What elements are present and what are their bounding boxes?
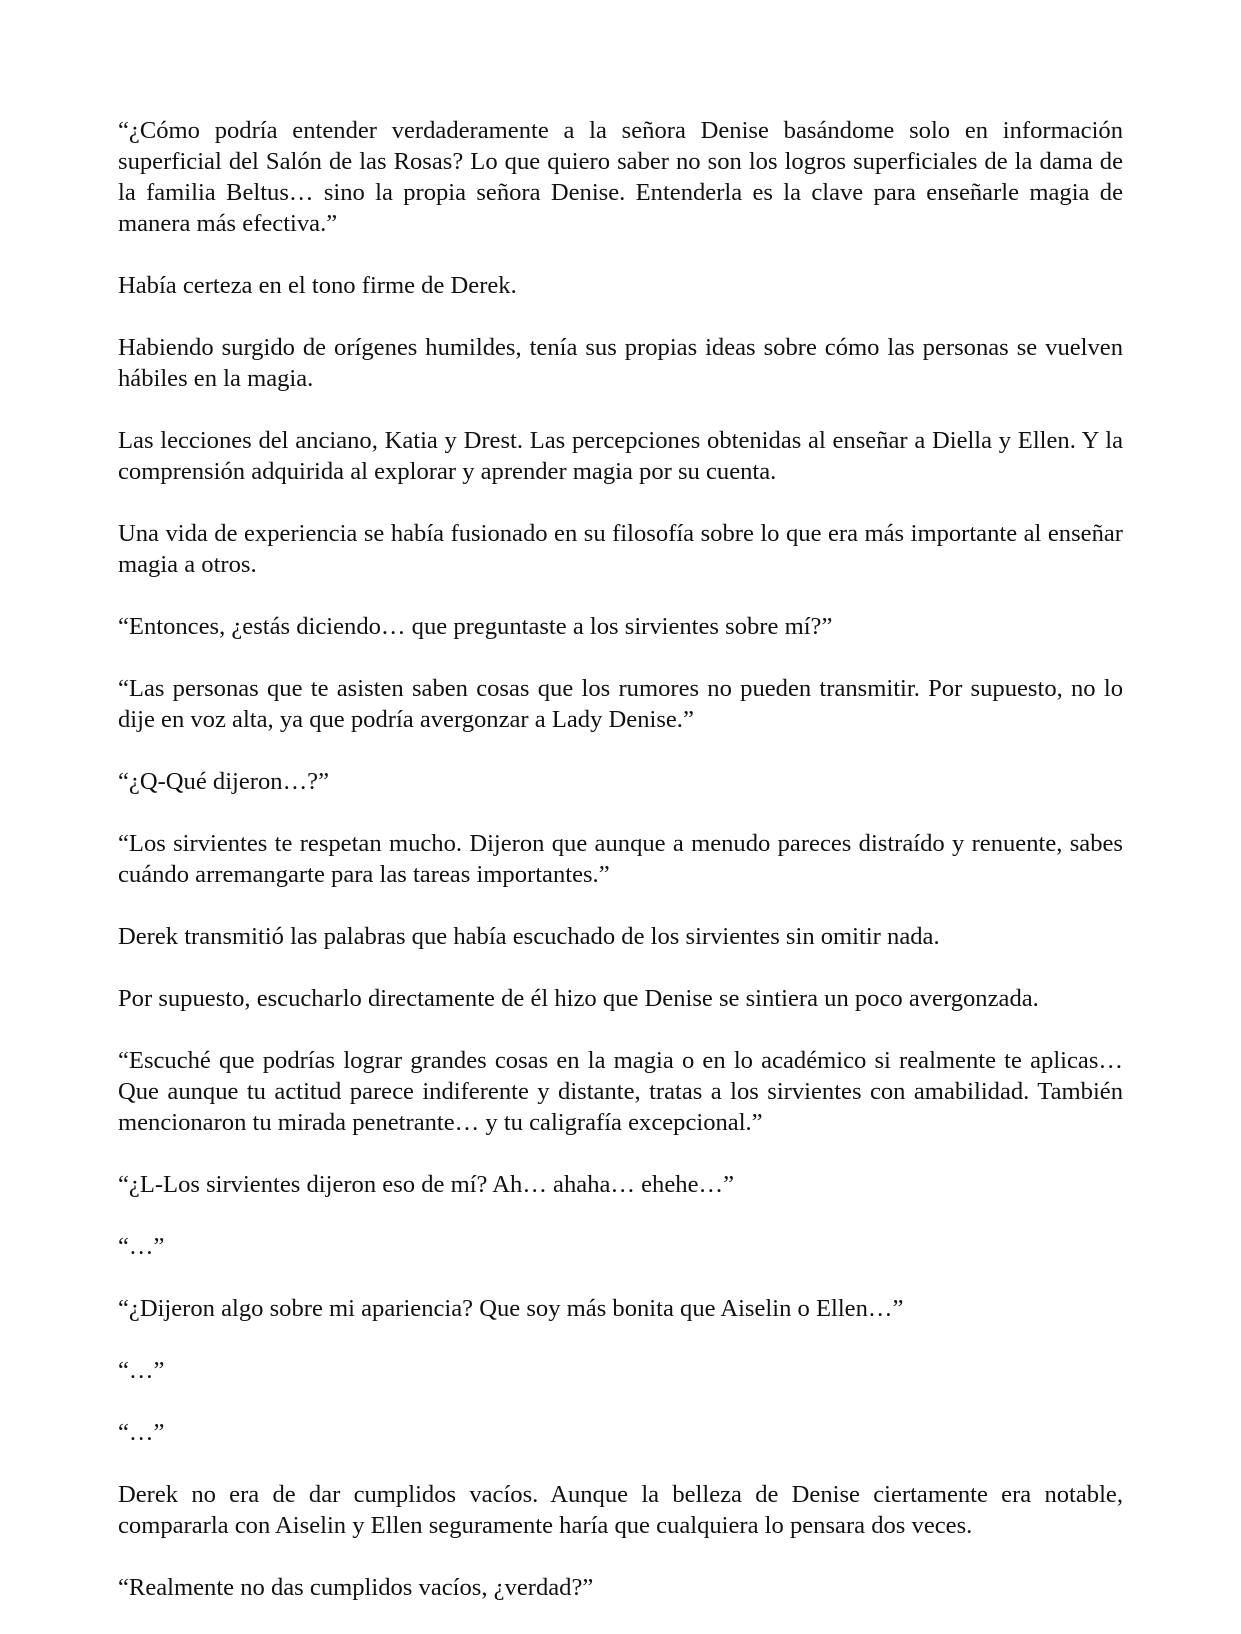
paragraph-16: “…” (118, 1357, 165, 1384)
document-page (118, 115, 1123, 1634)
paragraph-15: “¿Dijeron algo sobre mi apariencia? Que soy más bonita que Aiselin o Ellen…” (118, 1295, 904, 1322)
paragraph-9: “Los sirvientes te respetan mucho. Dijeron que aunque a menudo pareces distraído y renuente, sabes cuándo arremangarte para las tareas importantes.” (118, 830, 1123, 888)
paragraph-17: “…” (118, 1419, 165, 1446)
paragraph-12: “Escuché que podrías lograr grandes cosas en la magia o en lo académico si realmente te aplicas… Que aunque tu actitud parece indiferente y distante, tratas a los sirvientes con amabilidad. También mencionaron tu mirada penetrante… y tu caligrafía excepcional.” (118, 1047, 1123, 1136)
paragraph-19: “Realmente no das cumplidos vacíos, ¿verdad?” (118, 1574, 594, 1601)
paragraph-13: “¿L-Los sirvientes dijeron eso de mí? Ah… ahaha… ehehe…” (118, 1171, 734, 1198)
paragraph-1: “¿Cómo podría entender verdaderamente a la señora Denise basándome solo en información superficial del Salón de las Rosas? Lo que quiero saber no son los logros superficiales de la dama de la familia Beltus… sino la propia señora Denise. Entenderla es la clave para enseñarle magia de manera más efectiva.” (118, 117, 1123, 237)
paragraph-4: Las lecciones del anciano, Katia y Drest. Las percepciones obtenidas al enseñar a Diella y Ellen. Y la comprensión adquirida al explorar y aprender magia por su cuenta. (118, 427, 1123, 485)
paragraph-5: Una vida de experiencia se había fusionado en su filosofía sobre lo que era más importante al enseñar magia a otros. (118, 520, 1123, 578)
paragraph-18: Derek no era de dar cumplidos vacíos. Aunque la belleza de Denise ciertamente era notable, compararla con Aiselin y Ellen seguramente haría que cualquiera lo pensara dos veces. (118, 1481, 1123, 1539)
paragraph-14: “…” (118, 1233, 165, 1260)
paragraph-11: Por supuesto, escucharlo directamente de él hizo que Denise se sintiera un poco avergonzada. (118, 985, 1039, 1012)
paragraph-6: “Entonces, ¿estás diciendo… que preguntaste a los sirvientes sobre mí?” (118, 613, 833, 640)
paragraph-10: Derek transmitió las palabras que había escuchado de los sirvientes sin omitir nada. (118, 923, 940, 950)
paragraph-8: “¿Q-Qué dijeron…?” (118, 768, 329, 795)
paragraph-7: “Las personas que te asisten saben cosas que los rumores no pueden transmitir. Por supuesto, no lo dije en voz alta, ya que podría avergonzar a Lady Denise.” (118, 675, 1123, 733)
paragraph-2: Había certeza en el tono firme de Derek. (118, 272, 517, 299)
paragraph-3: Habiendo surgido de orígenes humildes, tenía sus propias ideas sobre cómo las personas se vuelven hábiles en la magia. (118, 334, 1123, 392)
